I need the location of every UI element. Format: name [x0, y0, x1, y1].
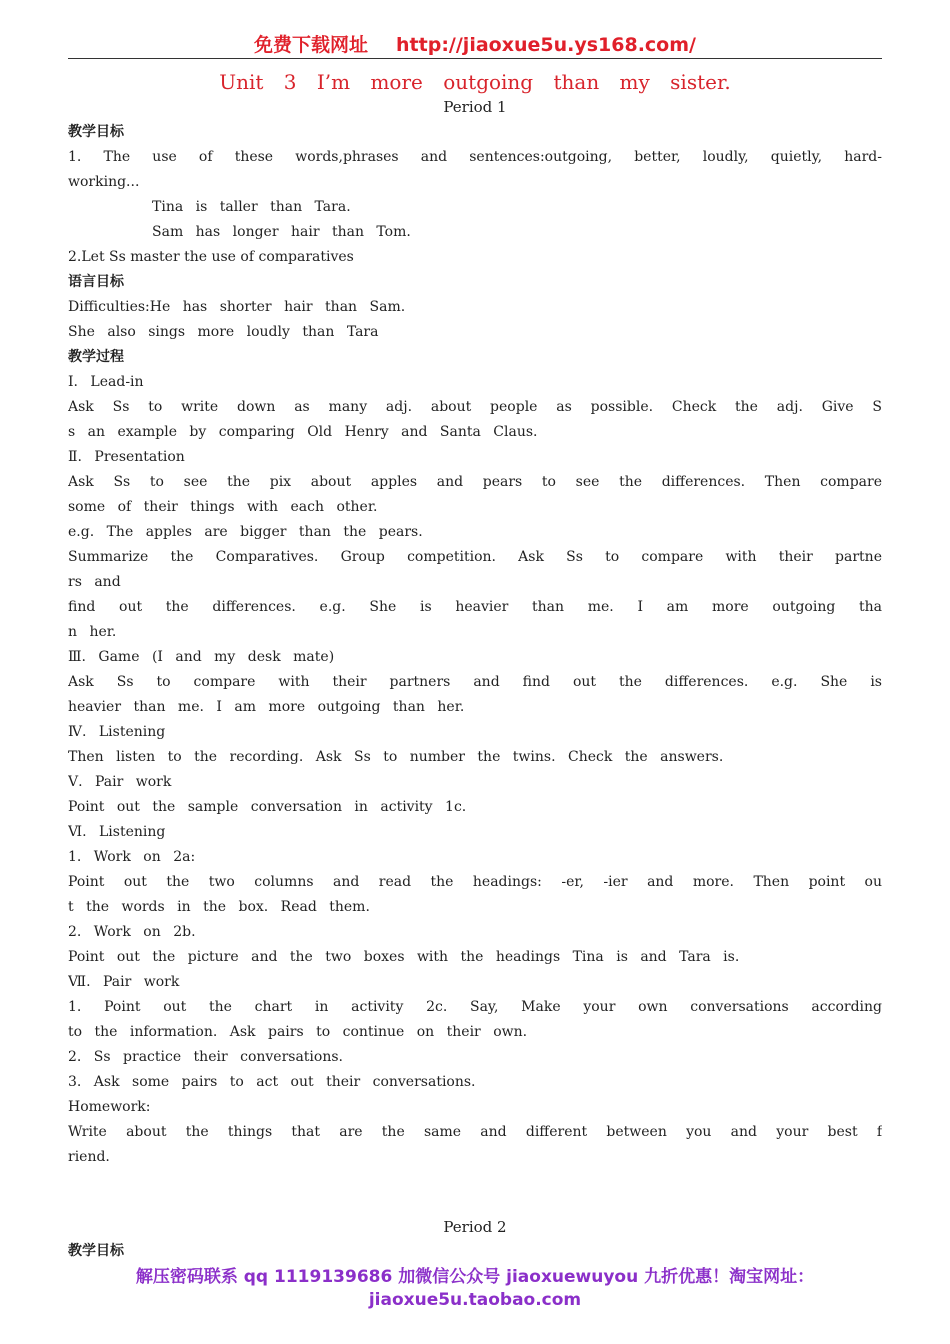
- site-name: 免费下载网址: [254, 34, 369, 56]
- content-line: 2.Let Ss master the use of comparatives: [68, 249, 354, 265]
- content-line: Ⅰ. Lead-in: [68, 374, 144, 390]
- section-heading: 教学目标: [68, 124, 124, 140]
- content-line: 3. Ask some pairs to act out their conversations.: [68, 1074, 476, 1090]
- content-line: Ⅳ. Listening: [68, 724, 166, 740]
- content-line: Point out the sample conversation in activity 1c.: [68, 799, 467, 815]
- period-1-heading: Period 1: [443, 98, 507, 116]
- content-line: riend.: [68, 1149, 110, 1165]
- period-2-heading: Period 2: [443, 1218, 507, 1236]
- footer-contact-line: 解压密码联系 qq 1119139686 加微信公众号 jiaoxuewuyou 九折优惠！淘宝网址：: [135, 1267, 815, 1287]
- content-line: Difficulties:He has shorter hair than Sam.: [68, 299, 406, 315]
- period-2-objectives-heading: 教学目标: [68, 1243, 124, 1259]
- content-line: some of their things with each other.: [68, 499, 378, 515]
- content-line: Tina is taller than Tara.: [152, 199, 351, 215]
- lesson-content: [68, 120, 882, 1170]
- content-line: heavier than me. I am more outgoing than her.: [68, 699, 465, 715]
- content-line: e.g. The apples are bigger than the pears.: [68, 524, 423, 540]
- content-line: Ⅴ. Pair work: [68, 774, 172, 790]
- content-line: t the words in the box. Read them.: [68, 899, 370, 915]
- content-line: Sam has longer hair than Tom.: [152, 224, 411, 240]
- content-line: She also sings more loudly than Tara: [68, 324, 379, 340]
- footer-promo: [0, 1266, 950, 1312]
- content-line: Homework:: [68, 1099, 151, 1115]
- content-line: Ⅵ. Listening: [68, 824, 166, 840]
- footer-shop-link[interactable]: jiaoxue5u.taobao.com: [368, 1290, 582, 1310]
- content-line: Point out the picture and the two boxes with the headings Tina is and Tara is.: [68, 949, 740, 965]
- section-heading: 语言目标: [68, 274, 124, 290]
- content-line: Summarize the Comparatives. Group competition. Ask Ss to compare with their partne: [68, 549, 882, 565]
- content-line: Ⅱ. Presentation: [68, 449, 185, 465]
- content-line: 1. Work on 2a:: [68, 849, 196, 865]
- content-line: Then listen to the recording. Ask Ss to number the twins. Check the answers.: [68, 749, 724, 765]
- header-divider: [68, 58, 882, 59]
- content-line: Point out the two columns and read the headings: -er, -ier and more. Then point ou: [68, 874, 882, 890]
- content-line: find out the differences. e.g. She is heavier than me. I am more outgoing tha: [68, 599, 882, 615]
- content-line: 2. Work on 2b.: [68, 924, 196, 940]
- content-line: s an example by comparing Old Henry and Santa Claus.: [68, 424, 538, 440]
- content-line: to the information. Ask pairs to continue on their own.: [68, 1024, 528, 1040]
- content-line: Write about the things that are the same and different between you and your best f: [68, 1124, 882, 1140]
- header-banner: [0, 30, 950, 57]
- content-line: Ⅶ. Pair work: [68, 974, 180, 990]
- section-heading: 教学过程: [68, 349, 124, 365]
- content-line: working...: [68, 174, 140, 190]
- content-line: Ⅲ. Game (I and my desk mate): [68, 649, 335, 665]
- unit-title: Unit 3 I’m more outgoing than my sister.: [219, 70, 731, 94]
- content-line: Ask Ss to see the pix about apples and pears to see the differences. Then compare: [68, 474, 882, 490]
- content-line: Ask Ss to write down as many adj. about people as possible. Check the adj. Give S: [68, 399, 882, 415]
- site-url-link[interactable]: http://jiaoxue5u.ys168.com/: [396, 34, 696, 56]
- content-line: 1. Point out the chart in activity 2c. Say, Make your own conversations according: [68, 999, 882, 1015]
- content-line: Ask Ss to compare with their partners and find out the differences. e.g. She is: [68, 674, 882, 690]
- content-line: 2. Ss practice their conversations.: [68, 1049, 343, 1065]
- content-line: n her.: [68, 624, 117, 640]
- content-line: rs and: [68, 574, 121, 590]
- content-line: 1. The use of these words,phrases and sentences:outgoing, better, loudly, quietly, hard-: [68, 149, 882, 165]
